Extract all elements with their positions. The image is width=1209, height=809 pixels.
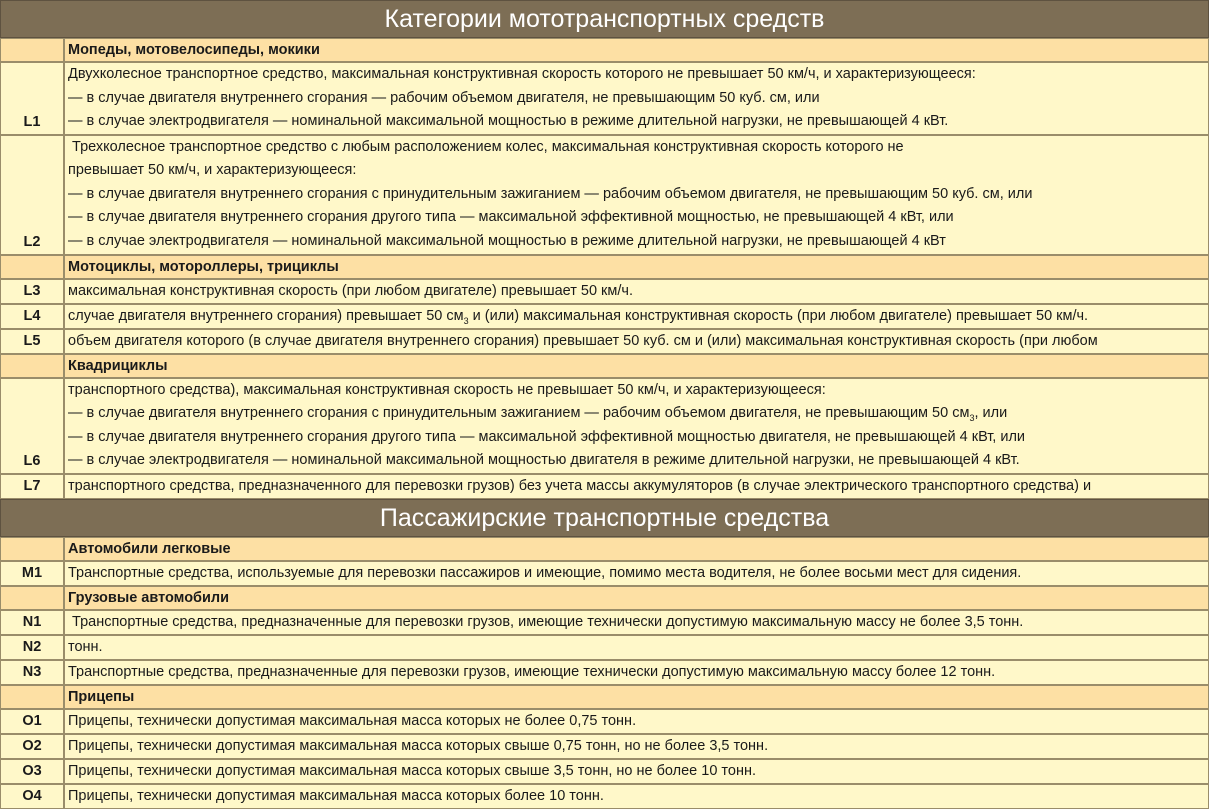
category-description: Прицепы, технически допустимая максимальная масса которых не более 0,75 тонн. <box>64 709 1209 734</box>
category-row-L3 <box>0 279 1209 304</box>
section-title-trucks: Грузовые автомобили <box>64 586 1209 610</box>
category-code: L7 <box>0 474 64 499</box>
section-title-trailers: Прицепы <box>64 685 1209 709</box>
category-row-O4 <box>0 784 1209 809</box>
category-description: Прицепы, технически допустимая максимальная масса которых более 10 тонн. <box>64 784 1209 809</box>
category-row-N1 <box>0 610 1209 635</box>
section-title-quads: Квадрициклы <box>64 354 1209 378</box>
passenger-title: Пассажирские транспортные средства <box>0 499 1209 537</box>
category-code: L5 <box>0 329 64 354</box>
category-code: M1 <box>0 561 64 586</box>
section-row-cars <box>0 537 1209 561</box>
category-row-L7 <box>0 474 1209 499</box>
category-description: тонн. <box>64 635 1209 660</box>
category-row-L5 <box>0 329 1209 354</box>
category-code: N1 <box>0 610 64 635</box>
category-description: Транспортные средства, предназначенные для перевозки грузов, имеющие технически допустимую максимальную массу более 12 тонн. <box>64 660 1209 685</box>
category-code: O1 <box>0 709 64 734</box>
category-code: O2 <box>0 734 64 759</box>
moto-title-row <box>0 0 1209 38</box>
category-description: Транспортные средства, предназначенные для перевозки грузов, имеющие технически допустимую максимальную массу не более 3,5 тонн. <box>64 610 1209 635</box>
category-description: случае двигателя внутреннего сгорания) превышает 50 $см_3$ и (или) максимальная конструктивная скорость (при любом двигателе) превышает 50 км/ч. <box>64 304 1209 329</box>
category-row-O2 <box>0 734 1209 759</box>
category-description: Трехколесное транспортное средство с любым расположением колес, максимальная конструктивная скорость которого не превышает 50 км/ч, и характеризующееся: — в случае двигателя внутреннего сгорания с принудительным зажиганием — рабочим объемом двигателя, не превышающим 50 куб. см, или — в случае двигателя внутреннего сгорания другого типа — максимальной эффективной мощностью, не превышающей 4 кВт, или — в случае электродвигателя — номинальной максимальной мощностью в режиме длительной нагрузки, не превышающей 4 кВт <box>64 135 1209 255</box>
category-code: O4 <box>0 784 64 809</box>
section-row-motorcycles <box>0 255 1209 279</box>
category-row-L2 <box>0 135 1209 255</box>
category-row-L6 <box>0 378 1209 474</box>
category-code: L4 <box>0 304 64 329</box>
category-row-L4 <box>0 304 1209 329</box>
section-title-cars: Автомобили легковые <box>64 537 1209 561</box>
passenger-title-row <box>0 499 1209 537</box>
section-title-motorcycles: Мотоциклы, мотороллеры, трициклы <box>64 255 1209 279</box>
category-description: транспортного средства), максимальная конструктивная скорость не превышает 50 км/ч, и характеризующееся: — в случае двигателя внутреннего сгорания с принудительным зажиганием — рабочим объемом двигателя, не превышающим 50 $см_3$, или — в случае двигателя внутреннего сгорания другого типа — максимальной эффективной мощностью двигателя, не превышающей 4 кВт, или — в случае электродвигателя — номинальной максимальной мощностью двигателя в режиме длительной нагрузки, не превышающей 4 кВт. <box>64 378 1209 474</box>
category-code: L3 <box>0 279 64 304</box>
category-description: транспортного средства, предназначенного для перевозки грузов) без учета массы аккумуляторов (в случае электрического транспортного средства) и <box>64 474 1209 499</box>
category-row-M1 <box>0 561 1209 586</box>
category-row-O3 <box>0 759 1209 784</box>
category-code: L1 <box>0 62 64 135</box>
category-description: Прицепы, технически допустимая максимальная масса которых свыше 3,5 тонн, но не более 10 тонн. <box>64 759 1209 784</box>
moto-title: Категории мототранспортных средств <box>0 0 1209 38</box>
category-code: L6 <box>0 378 64 474</box>
category-description: максимальная конструктивная скорость (при любом двигателе) превышает 50 км/ч. <box>64 279 1209 304</box>
category-code: N2 <box>0 635 64 660</box>
section-row-mopeds <box>0 38 1209 62</box>
category-row-L1 <box>0 62 1209 135</box>
category-code: O3 <box>0 759 64 784</box>
category-row-O1 <box>0 709 1209 734</box>
section-title-mopeds: Мопеды, мотовелосипеды, мокики <box>64 38 1209 62</box>
category-row-N2 <box>0 635 1209 660</box>
section-row-quads <box>0 354 1209 378</box>
section-row-trucks <box>0 586 1209 610</box>
category-description: Транспортные средства, используемые для перевозки пассажиров и имеющие, помимо места водителя, не более восьми мест для сидения. <box>64 561 1209 586</box>
category-row-N3 <box>0 660 1209 685</box>
category-code: N3 <box>0 660 64 685</box>
section-row-trailers <box>0 685 1209 709</box>
category-code: L2 <box>0 135 64 255</box>
category-description: Прицепы, технически допустимая максимальная масса которых свыше 0,75 тонн, но не более 3,5 тонн. <box>64 734 1209 759</box>
category-description: Двухколесное транспортное средство, максимальная конструктивная скорость которого не превышает 50 км/ч, и характеризующееся: — в случае двигателя внутреннего сгорания — рабочим объемом двигателя, не превышающим 50 куб. см, или — в случае электродвигателя — номинальной максимальной мощностью в режиме длительной нагрузки, не превышающей 4 кВт. <box>64 62 1209 135</box>
category-description: объем двигателя которого (в случае двигателя внутреннего сгорания) превышает 50 куб. см и (или) максимальная конструктивная скорость (при любом <box>64 329 1209 354</box>
